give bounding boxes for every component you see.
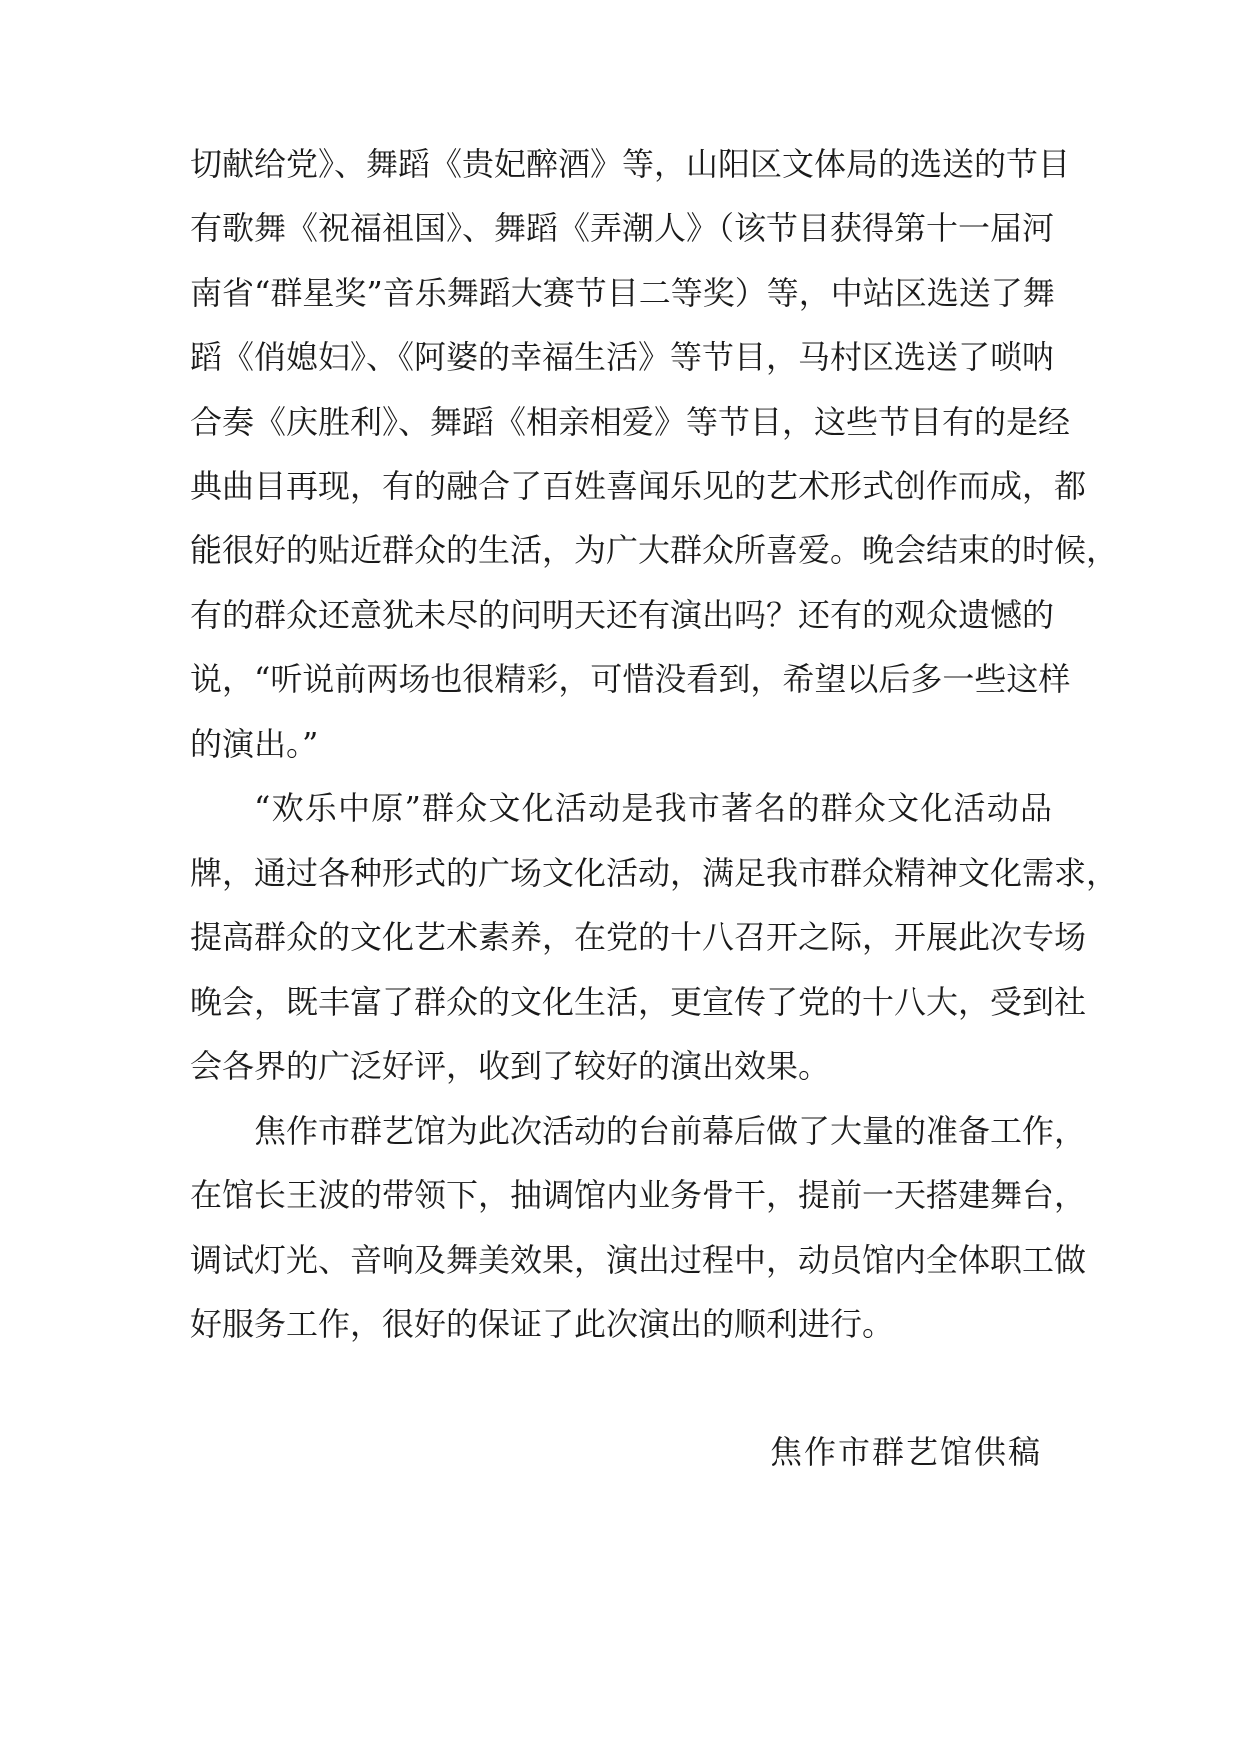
paragraph-3-line-3: 调试灯光、音响及舞美效果，演出过程中，动员馆内全体职工做 xyxy=(190,1241,1087,1279)
paragraph-3-line-1: 焦作市群艺馆为此次活动的台前幕后做了大量的准备工作， xyxy=(254,1112,1087,1150)
paragraph-2-line-2: 牌，通过各种形式的广场文化活动，满足我市群众精神文化需求， xyxy=(190,854,1119,892)
paragraph-1-line-10: 的演出。” xyxy=(190,725,319,763)
paragraph-1-line-2: 有歌舞《祝福祖国》、舞蹈《弄潮人》（该节目获得第十一届河 xyxy=(190,209,1055,247)
paragraph-1-line-9: 说，“听说前两场也很精彩，可惜没看到，希望以后多一些这样 xyxy=(190,660,1071,698)
paragraph-2-line-5: 会各界的广泛好评，收到了较好的演出效果。 xyxy=(190,1047,831,1085)
paragraph-1-line-3: 南省“群星奖”音乐舞蹈大赛节目二等奖）等，中站区选送了舞 xyxy=(190,274,1055,312)
paragraph-1-line-1: 切献给党》、舞蹈《贵妃醉酒》等，山阳区文体局的选送的节目 xyxy=(190,145,1071,183)
paragraph-2-line-4: 晚会，既丰富了群众的文化生活，更宣传了党的十八大，受到社 xyxy=(190,983,1087,1021)
paragraph-1-line-7: 能很好的贴近群众的生活，为广大群众所喜爱。晚会结束的时候， xyxy=(190,531,1119,569)
paragraph-2-line-1: “欢乐中原”群众文化活动是我市著名的群众文化活动品 xyxy=(254,789,1052,827)
signature: 焦作市群艺馆供稿 xyxy=(770,1433,1043,1471)
paragraph-1-line-6: 典曲目再现，有的融合了百姓喜闻乐见的艺术形式创作而成，都 xyxy=(190,467,1087,505)
paragraph-3-line-4: 好服务工作，很好的保证了此次演出的顺利进行。 xyxy=(190,1305,895,1343)
paragraph-2-line-3: 提高群众的文化艺术素养，在党的十八召开之际，开展此次专场 xyxy=(190,918,1087,956)
paragraph-1-line-8: 有的群众还意犹未尽的问明天还有演出吗？还有的观众遗憾的 xyxy=(190,596,1055,634)
paragraph-1-line-5: 合奏《庆胜利》、舞蹈《相亲相爱》等节目，这些节目有的是经 xyxy=(190,403,1071,441)
paragraph-3-line-2: 在馆长王波的带领下，抽调馆内业务骨干，提前一天搭建舞台， xyxy=(190,1176,1087,1214)
paragraph-1-line-4: 蹈《俏媳妇》、《阿婆的幸福生活》等节目，马村区选送了唢呐 xyxy=(190,338,1055,376)
